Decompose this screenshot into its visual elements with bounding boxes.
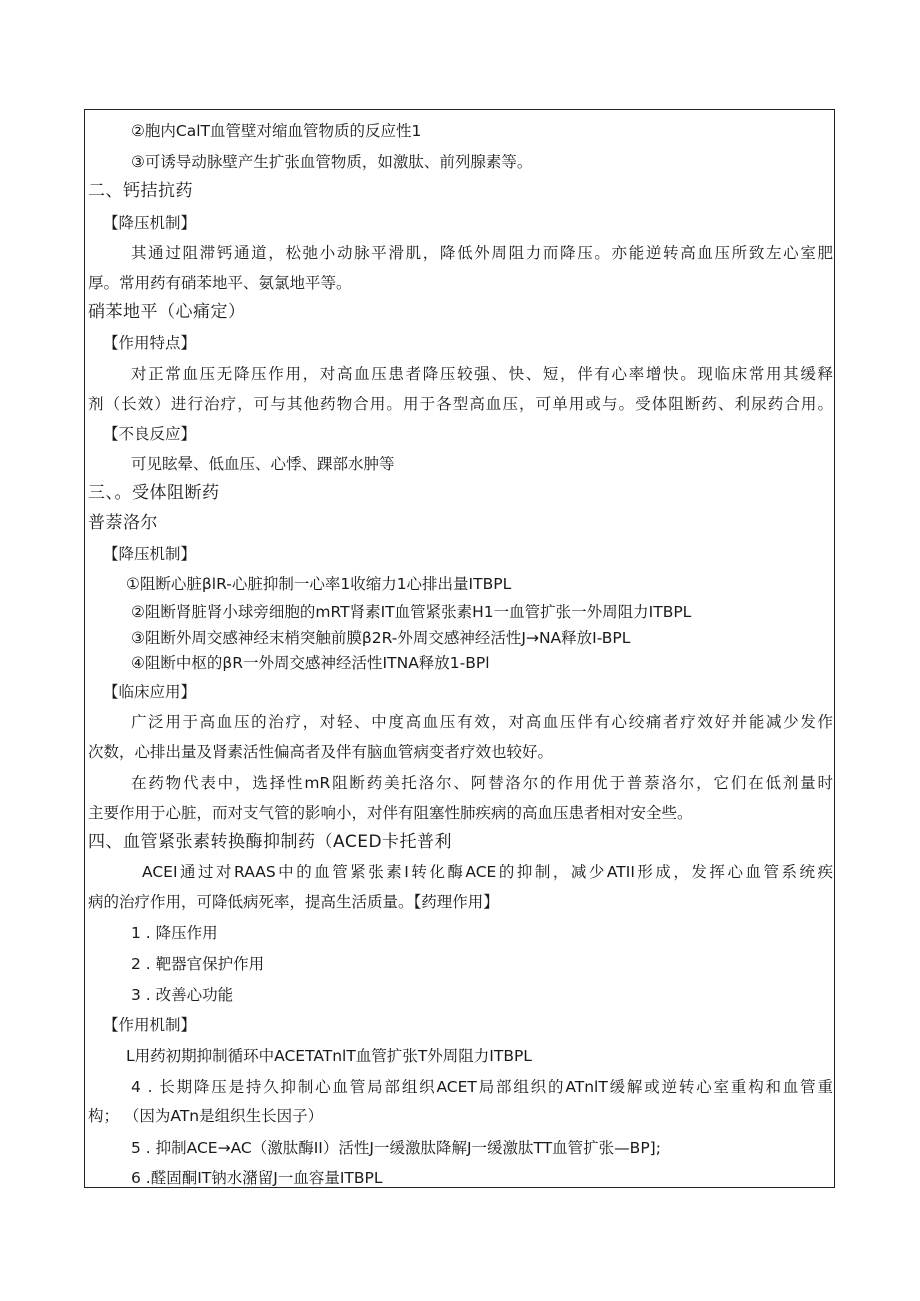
text-line: ②胞内CalT血管壁对缩血管物质的反应性1 [131,122,422,140]
text-line: ③可诱导动脉壁产生扩张血管物质，如激肽、前列腺素等。 [131,153,533,171]
paragraph-line: 主要作用于心脏，而对支气管的影响小，对伴有阻塞性肺疾病的高血压患者相对安全些。 [88,804,693,822]
subsection-label: 【降压机制】 [103,545,197,563]
numbered-item: 2 . 靶器官保护作用 [131,955,265,973]
paragraph-line: 次数，心排出量及肾素活性偏高者及伴有脑血管病变者疗效也较好。 [88,743,554,761]
mechanism-item: 4 . 长期降压是持久抑制心血管局部组织ACET局部组织的ATnlT缓解或逆转心室重构和血管重 [131,1078,833,1096]
paragraph-line: 厚。常用药有硝苯地平、氨氯地平等。 [88,274,352,292]
numbered-item: 1 . 降压作用 [131,924,218,942]
mechanism-item: ②阻断肾脏肾小球旁细胞的mRT肾素IT血管紧张素H1一血管扩张一外周阻力ITBPL [131,603,692,621]
paragraph-line: 对正常血压无降压作用，对高血压患者降压较强、快、短，伴有心率增快。现临床常用其缓释 [131,365,833,383]
paragraph-line: 病的治疗作用，可降低病死率，提高生活质量。【药理作用】 [88,893,499,911]
mechanism-item: ①阻断心脏βlR-心脏抑制一心率1收缩力1心排出量ITBPL [126,575,512,593]
subsection-label: 【作用特点】 [103,334,197,352]
document-frame [84,109,835,1188]
paragraph-line: 其通过阻滞钙通道，松弛小动脉平滑肌，降低外周阻力而降压。亦能逆转高血压所致左心室肥 [131,244,833,262]
drug-heading: 普萘洛尔 [88,513,158,533]
mechanism-item: 构； （因为ATn是组织生长因子） [88,1107,324,1125]
section-heading: 四、血管紧张素转换酶抑制药（ACED卡托普利 [88,832,453,852]
mechanism-item: L用药初期抑制循环中ACETATnlT血管扩张T外周阻力ITBPL [126,1047,532,1065]
subsection-label: 【不良反应】 [103,425,197,443]
section-heading: 二、钙拮抗药 [88,181,193,201]
subsection-label: 【降压机制】 [103,214,197,232]
mechanism-item: ④阻断中枢的βR一外周交感神经活性ITNA释放1-BPl [131,654,490,672]
drug-heading: 硝苯地平（心痛定） [88,302,246,322]
paragraph-line: 可见眩晕、低血压、心悸、踝部水肿等 [131,455,395,473]
mechanism-item: 5 . 抑制ACE→AC（激肽酶II）活性J一缓激肽降解J一缓激肽TT血管扩张—BP]; [131,1139,661,1157]
mechanism-item: ③阻断外周交感神经末梢突触前膜β2R-外周交感神经活性J→NA释放I-BPL [131,629,631,647]
subsection-label: 【临床应用】 [103,683,197,701]
mechanism-item: 6 .醛固酮IT钠水潴留J一血容量ITBPL [131,1169,383,1187]
paragraph-line: 在药物代表中，选择性mR阻断药美托洛尔、阿替洛尔的作用优于普萘洛尔，它们在低剂量时 [131,774,833,792]
paragraph-line: ACEI通过对RAAS中的血管紧张素I转化酶ACE的抑制，减少ATII形成，发挥心血管系统疾 [142,863,833,881]
numbered-item: 3 . 改善心功能 [131,986,234,1004]
subsection-label: 【作用机制】 [103,1016,197,1034]
section-heading: 三、。受体阻断药 [88,483,220,503]
paragraph-line: 广泛用于高血压的治疗，对轻、中度高血压有效，对高血压伴有心绞痛者疗效好并能减少发作 [131,713,833,731]
paragraph-line: 剂（长效）进行治疗，可与其他药物合用。用于各型高血压，可单用或与。受体阻断药、利尿药合用。 [88,395,833,413]
